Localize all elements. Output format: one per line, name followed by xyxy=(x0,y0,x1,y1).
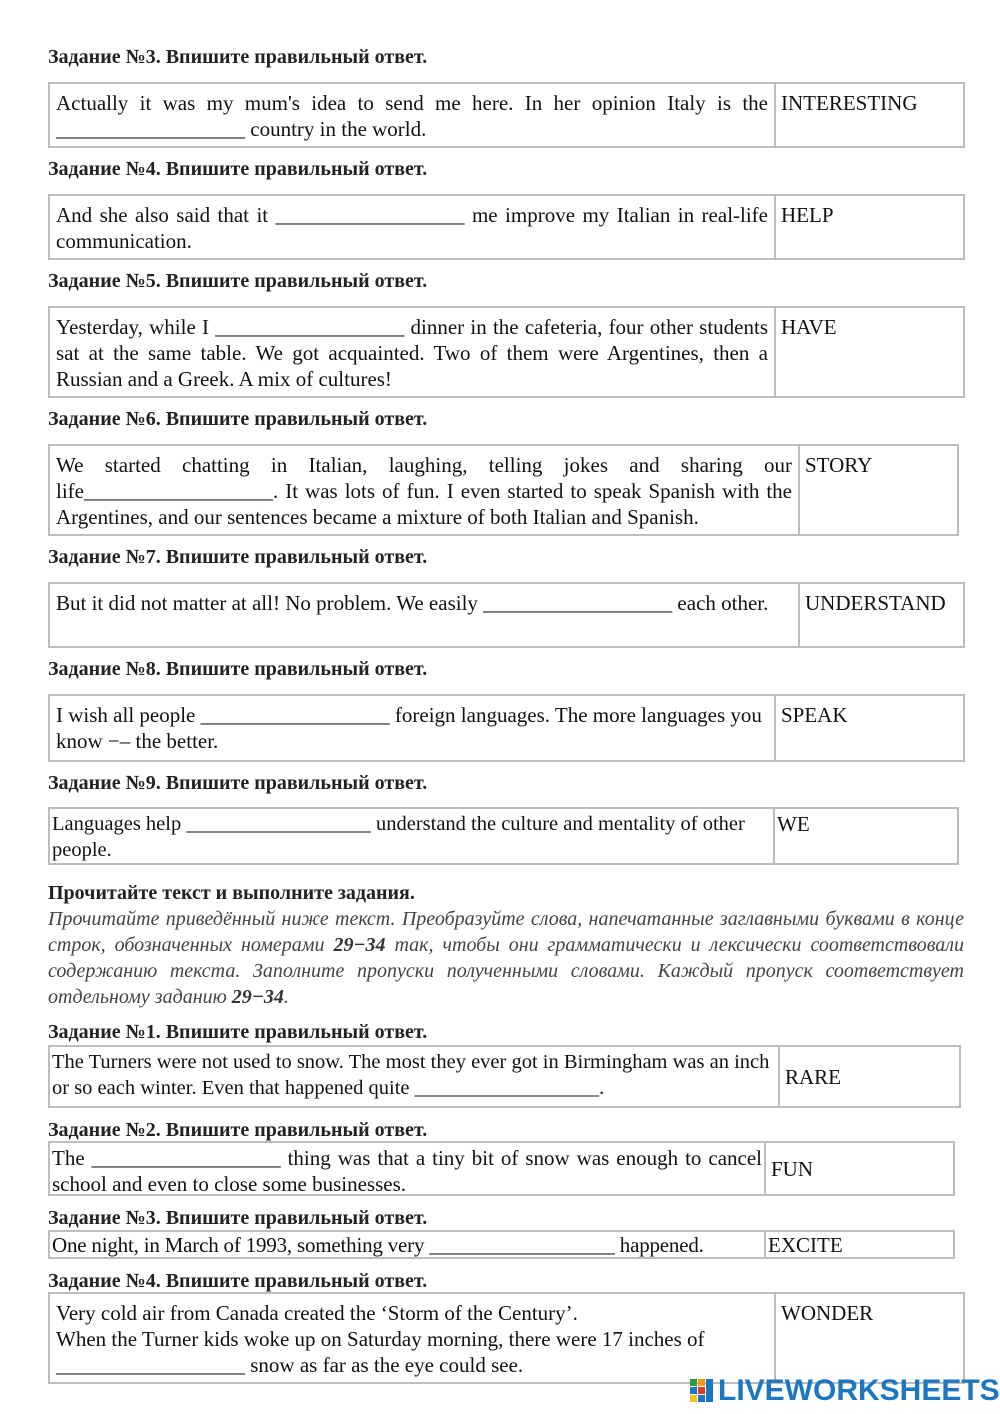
answer-blank[interactable]: __________________ xyxy=(83,479,273,503)
task-sentence: We started chatting in Italian, laughing, telling jokes and sharing our life__________________. It was lots of fun. I even started to speak Spanish with the Argentines, and our sentences became a mixture of both Italian and Spanish. xyxy=(50,446,800,534)
task-header-7: Задание №7. Впишите правильный ответ. xyxy=(48,546,428,568)
reading-instructions: Прочитайте приведённый ниже текст. Преобразуйте слова, напечатанные заглавными буквами в конце строк, обозначенных номерами 29−34 так, чтобы они грамматически и лексически соответствовали содержанию текста. Заполните пропуски полученными словами. Каждый пропуск соответствует отдельному заданию 29−34. xyxy=(48,908,965,1008)
task-sentence: One night, in March of 1993, something very __________________ happened. xyxy=(50,1232,766,1257)
task-sentence: Very cold air from Canada created the ‘Storm of the Century’. When the Turner kids woke up on Saturday morning, there were 17 inches of __________________ snow as far as the eye could see. xyxy=(50,1294,776,1382)
task-box-1 xyxy=(48,1045,961,1108)
answer-blank[interactable]: __________________ xyxy=(215,315,405,339)
answer-blank[interactable]: __________________ xyxy=(56,117,245,141)
task-sentence: And she also said that it __________________ me improve my Italian in real-life communication. xyxy=(50,196,776,258)
reading-title: Прочитайте текст и выполните задания. xyxy=(48,882,415,904)
task-header-6: Задание №6. Впишите правильный ответ. xyxy=(48,408,428,430)
answer-blank[interactable]: __________________ xyxy=(91,1146,281,1170)
task-box-4b xyxy=(48,1292,965,1384)
keyword: HELP xyxy=(781,203,834,227)
task-box-6 xyxy=(48,444,959,536)
task-header-3: Задание №3. Впишите правильный ответ. xyxy=(48,46,428,68)
keyword: EXCITE xyxy=(768,1233,843,1257)
task-box-2 xyxy=(48,1141,955,1196)
task-sentence: Actually it was my mum's idea to send me here. In her opinion Italy is the __________________ country in the world. xyxy=(50,84,776,146)
answer-blank[interactable]: __________________ xyxy=(275,203,465,227)
task-header-1: Задание №1. Впишите правильный ответ. xyxy=(48,1021,428,1043)
liveworksheets-logo[interactable] xyxy=(690,1374,1000,1408)
task-box-7 xyxy=(48,582,965,648)
keyword: WE xyxy=(777,812,810,836)
task-box-3b xyxy=(48,1230,955,1259)
task-box-5 xyxy=(48,306,965,398)
answer-blank[interactable]: __________________ xyxy=(56,1353,245,1377)
task-header-3b: Задание №3. Впишите правильный ответ. xyxy=(48,1207,428,1229)
keyword: RARE xyxy=(785,1064,842,1089)
task-sentence: The __________________ thing was that a tiny bit of snow was enough to cancel school and even to close some businesses. xyxy=(50,1143,766,1194)
task-header-4b: Задание №4. Впишите правильный ответ. xyxy=(48,1270,428,1292)
keyword: STORY xyxy=(805,453,873,477)
logo-text: LIVEWORKSHEETS xyxy=(718,1374,1000,1407)
task-box-4 xyxy=(48,194,965,260)
task-header-2: Задание №2. Впишите правильный ответ. xyxy=(48,1119,428,1141)
keyword: UNDERSTAND xyxy=(805,591,946,615)
answer-blank[interactable]: __________________ xyxy=(186,813,371,835)
keyword: SPEAK xyxy=(781,703,848,727)
keyword: HAVE xyxy=(781,315,837,339)
task-box-3 xyxy=(48,82,965,148)
answer-blank[interactable]: __________________ xyxy=(483,591,673,615)
answer-blank[interactable]: __________________ xyxy=(429,1233,615,1257)
keyword: FUN xyxy=(771,1156,814,1181)
task-sentence: The Turners were not used to snow. The most they ever got in Birmingham was an inch or so each winter. Even that happened quite __________________. xyxy=(50,1047,780,1106)
task-box-9 xyxy=(48,807,959,865)
task-header-5: Задание №5. Впишите правильный ответ. xyxy=(48,270,428,292)
task-header-8: Задание №8. Впишите правильный ответ. xyxy=(48,658,428,680)
task-sentence: Languages help __________________ understand the culture and mentality of other people. xyxy=(50,809,775,863)
task-box-8 xyxy=(48,694,965,762)
task-sentence: But it did not matter at all! No problem. We easily __________________ each other. xyxy=(50,584,800,646)
answer-blank[interactable]: __________________ xyxy=(414,1077,600,1099)
task-header-4: Задание №4. Впишите правильный ответ. xyxy=(48,158,428,180)
task-header-9: Задание №9. Впишите правильный ответ. xyxy=(48,772,428,794)
answer-blank[interactable]: __________________ xyxy=(200,703,390,727)
keyword: INTERESTING xyxy=(781,91,918,115)
liveworksheets-mark-icon xyxy=(690,1376,714,1406)
task-sentence: I wish all people __________________ foreign languages. The more languages you know −– the better. xyxy=(50,696,776,760)
task-sentence: Yesterday, while I __________________ dinner in the cafeteria, four other students sat at the same table. We got acquainted. Two of them were Argentines, then a Russian and a Greek. A mix of cultures! xyxy=(50,308,776,396)
keyword: WONDER xyxy=(781,1301,874,1325)
